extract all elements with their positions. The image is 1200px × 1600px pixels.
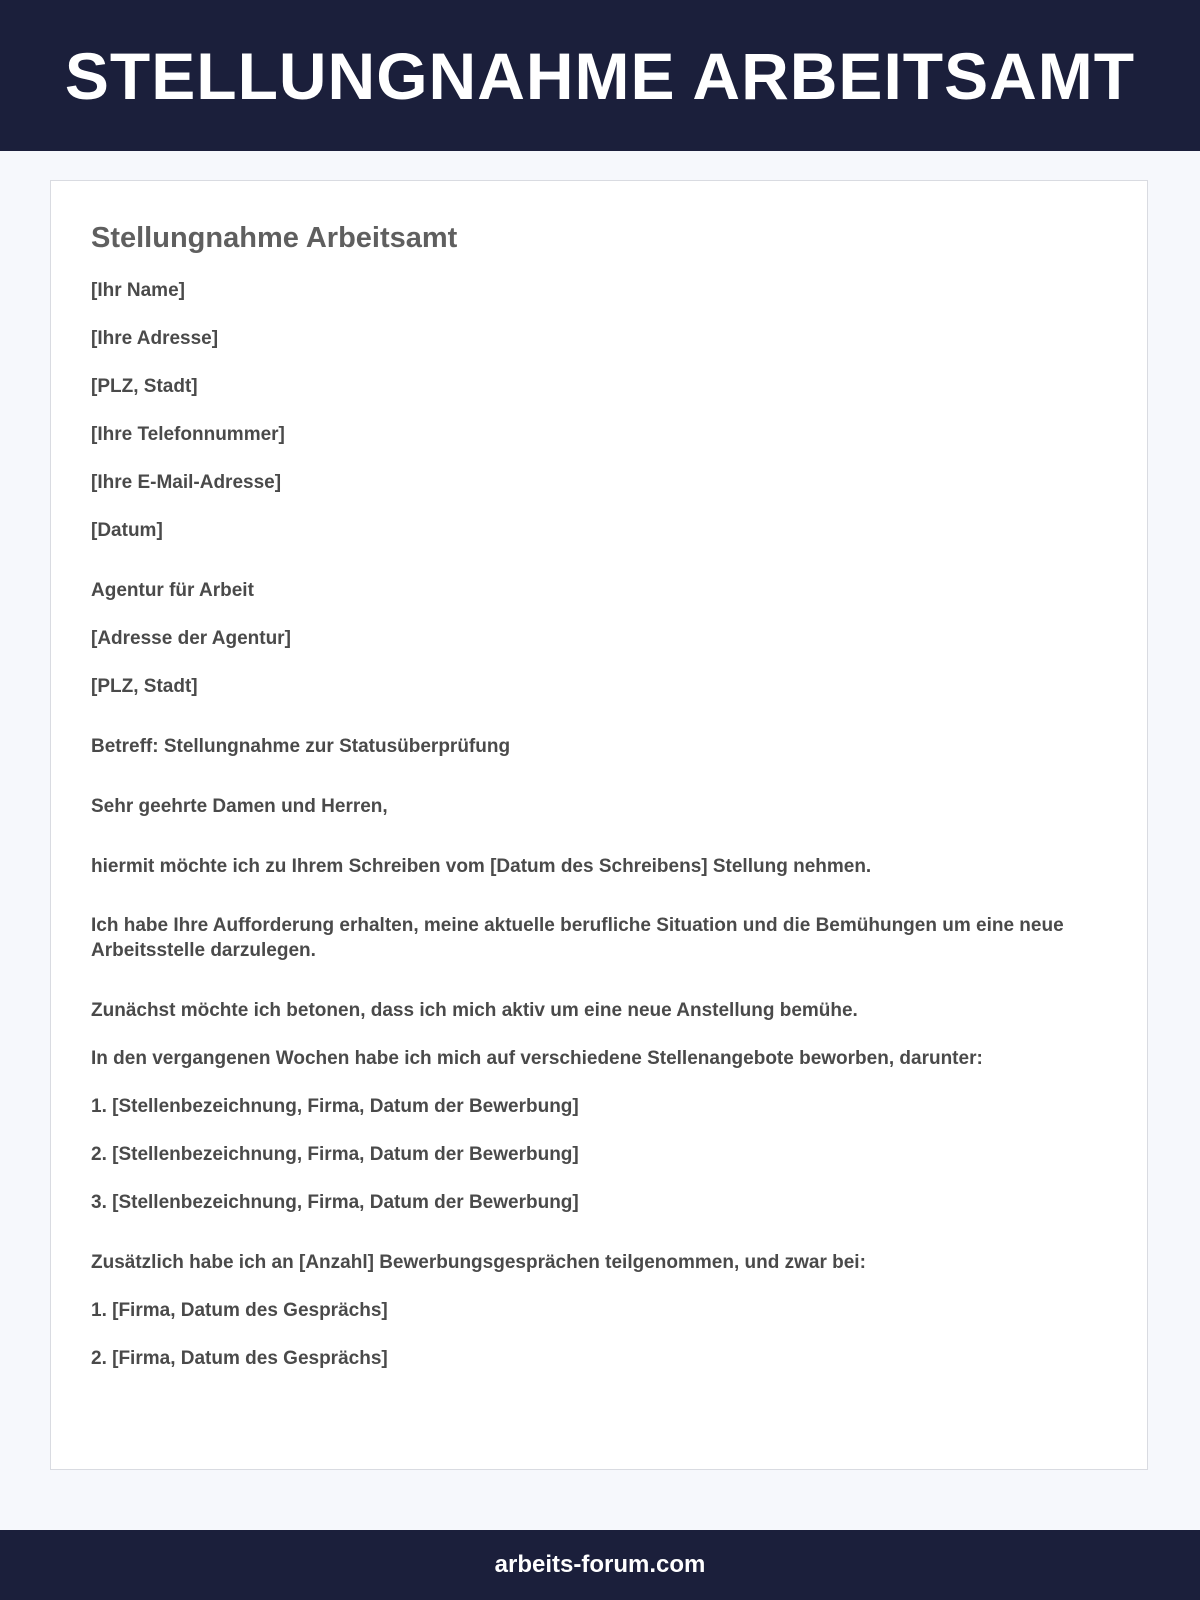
- interview-item: 2. [Firma, Datum des Gesprächs]: [91, 1348, 388, 1369]
- paragraph: In den vergangenen Wochen habe ich mich auf verschiedene Stellenangebote beworben, darunter:: [91, 1048, 983, 1069]
- letter-title: Stellungnahme Arbeitsamt: [91, 222, 458, 254]
- sender-email: [Ihre E-Mail-Adresse]: [91, 472, 282, 493]
- paragraph: hiermit möchte ich zu Ihrem Schreiben vom [Datum des Schreibens] Stellung nehmen.: [91, 856, 872, 877]
- letter-date: [Datum]: [91, 520, 163, 541]
- footer-site-name: arbeits-forum.com: [494, 1551, 706, 1578]
- sender-address: [Ihre Adresse]: [91, 328, 219, 349]
- sender-name: [Ihr Name]: [91, 280, 185, 301]
- subject-line: Betreff: Stellungnahme zur Statusüberprüfung: [91, 736, 511, 757]
- paragraph: Ich habe Ihre Aufforderung erhalten, meine aktuelle berufliche Situation und die Bemühungen um eine neue Arbeitsstelle darzulegen.: [91, 915, 1064, 961]
- letter-card: [50, 180, 1148, 1470]
- recipient-city: [PLZ, Stadt]: [91, 676, 198, 697]
- sender-city: [PLZ, Stadt]: [91, 376, 198, 397]
- interview-item: 1. [Firma, Datum des Gesprächs]: [91, 1300, 388, 1321]
- interviews-intro: Zusätzlich habe ich an [Anzahl] Bewerbungsgesprächen teilgenommen, und zwar bei:: [91, 1252, 866, 1273]
- footer-bar: [0, 1530, 1200, 1600]
- paragraph: Zunächst möchte ich betonen, dass ich mich aktiv um eine neue Anstellung bemühe.: [91, 1000, 858, 1021]
- recipient-name: Agentur für Arbeit: [91, 580, 254, 601]
- recipient-address: [Adresse der Agentur]: [91, 628, 291, 649]
- banner-title: STELLUNGNAHME ARBEITSAMT: [64, 38, 1136, 113]
- application-item: 3. [Stellenbezeichnung, Firma, Datum der Bewerbung]: [91, 1192, 579, 1213]
- application-item: 2. [Stellenbezeichnung, Firma, Datum der Bewerbung]: [91, 1144, 579, 1165]
- application-item: 1. [Stellenbezeichnung, Firma, Datum der Bewerbung]: [91, 1096, 579, 1117]
- sender-phone: [Ihre Telefonnummer]: [91, 424, 285, 445]
- top-banner: [0, 0, 1200, 151]
- salutation: Sehr geehrte Damen und Herren,: [91, 796, 388, 817]
